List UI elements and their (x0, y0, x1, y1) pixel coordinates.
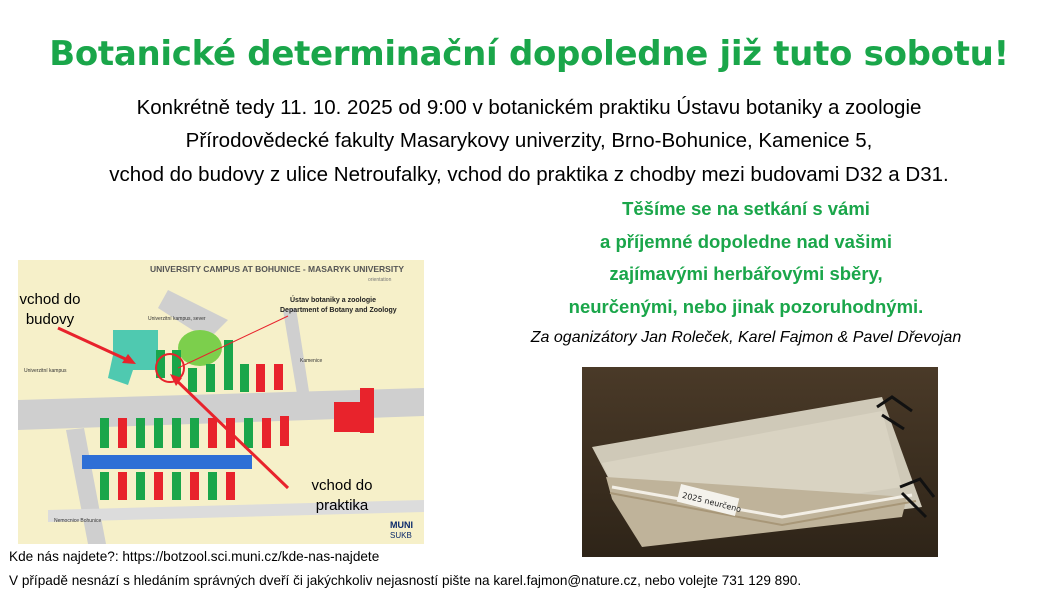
organizers: Za oganizátory Jan Roleček, Karel Fajmon & Pavel Dřevojan (530, 329, 962, 346)
invitation-line-2: a příjemné dopoledne nad vašimi (600, 231, 892, 252)
muni-logo: MUNI (390, 520, 413, 530)
invitation-line-4: neurčenými, nebo jinak pozoruhodnými. (568, 296, 924, 317)
label-building-entrance (6, 290, 94, 330)
building-oval (178, 330, 222, 366)
herbarium-photo (582, 367, 938, 557)
label-building-line-1: vchod do (19, 291, 81, 308)
stop-west: Univerzitní kampus (24, 368, 67, 374)
invitation-line-3: zajímavými herbářovými sběry, (609, 263, 883, 284)
footer-contact: V případě nesnází s hledáním správných dveří či jakýchkoliv nejasností pište na karel.fajmon@nature.cz, nebo volejte 731 129 890. (9, 573, 802, 588)
stop-kamenice: Kamenice (300, 358, 323, 364)
dept-label-en: Department of Botany and Zoology (280, 307, 397, 314)
label-building-line-2: budovy (25, 311, 75, 328)
stop-south: Nemocnice Bohunice (54, 518, 102, 524)
building-blue-block (82, 455, 252, 469)
sukb-logo: SUKB (390, 531, 412, 540)
page-title: Botanické determinační dopoledne již tuto sobotu! (49, 34, 1009, 74)
map-subheader: orientation (368, 277, 392, 283)
info-address-line: Přírodovědecké fakulty Masarykovy univerzity, Brno-Bohunice, Kamenice 5, (185, 129, 873, 152)
stop-north: Univerzitní kampus, sever (148, 316, 206, 322)
info-date-line: Konkrétně tedy 11. 10. 2025 od 9:00 v botanickém praktiku Ústavu botaniky a zoologie (136, 96, 922, 119)
folder-tag-text: 2025 neurčeno (681, 490, 743, 515)
map-header: UNIVERSITY CAMPUS AT BOHUNICE - MASARYK UNIVERSITY (150, 264, 405, 274)
label-room-line-2: praktika (315, 497, 369, 514)
dept-label-cz: Ústav botaniky a zoologie (290, 297, 376, 304)
info-entrance-line: vchod do budovy z ulice Netroufalky, vchod do praktika z chodby mezi budovami D32 a D31. (109, 163, 949, 186)
footer-location: Kde nás najdete?: https://botzool.sci.muni.cz/kde-nas-najdete (9, 549, 380, 564)
label-room-entrance (294, 476, 390, 516)
label-room-line-1: vchod do (311, 477, 373, 494)
invitation-line-1: Těšíme se na setkání s vámi (622, 198, 870, 219)
